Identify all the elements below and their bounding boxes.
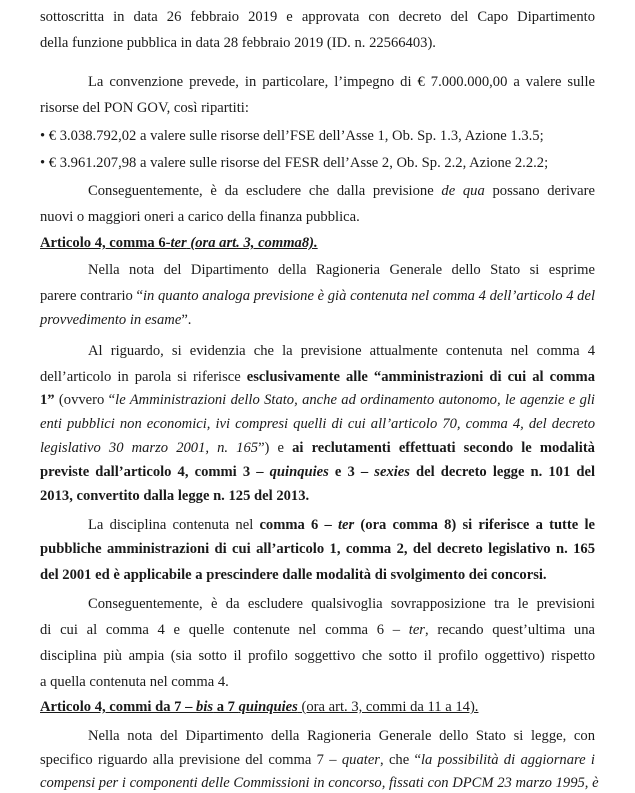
- bullet-item: • € 3.038.792,02 a valere sulle risorse dell’FSE dell’Asse 1, Ob. Sp. 1.3, Azione 1.3.5;: [40, 128, 544, 144]
- text-line: nuovi o maggiori oneri a carico della finanza pubblica.: [40, 209, 360, 225]
- bullet-item: • € 3.961.207,98 a valere sulle risorse del FESR dell’Asse 2, Ob. Sp. 2.2, Azione 2.2.2;: [40, 155, 549, 171]
- text-line: Conseguentemente, è da escludere qualsivoglia sovrapposizione tra le previsioni: [88, 596, 595, 612]
- text-line: del 2001 ed è applicabile a prescindere dalle modalità di svolgimento dei concorsi.: [40, 567, 547, 583]
- section-heading: Articolo 4, comma 6-ter (ora art. 3, comma8).: [40, 235, 318, 251]
- text-line: specifico riguardo alla previsione del comma 7 – quater, che “la possibilità di aggiornare i: [40, 752, 595, 768]
- text-line: di cui al comma 4 e quelle contenute nel comma 6 – ter, recando quest’ultima una: [40, 622, 595, 638]
- text-line: a quella contenuta nel comma 4.: [40, 674, 229, 690]
- text-line: della funzione pubblica in data 28 febbraio 2019 (ID. n. 22566403).: [40, 35, 436, 51]
- text-line: legislativo 30 marzo 2001, n. 165”) e ai reclutamenti effettuati secondo le modalità: [40, 440, 595, 456]
- text-line: Nella nota del Dipartimento della Ragioneria Generale dello Stato si legge, con: [88, 728, 595, 744]
- text-line: risorse del PON GOV, così ripartiti:: [40, 100, 249, 116]
- text-line: provvedimento in esame”.: [40, 312, 192, 328]
- text-line: La convenzione prevede, in particolare, l’impegno di € 7.000.000,00 a valere sulle: [88, 74, 595, 90]
- text-line: 2013, convertito dalla legge n. 125 del 2013.: [40, 488, 310, 504]
- text-line: compensi per i componenti delle Commissioni in concorso, fissati con DPCM 23 marzo 1995, è: [40, 775, 599, 791]
- text-line: Al riguardo, si evidenzia che la previsione attualmente contenuta nel comma 4: [88, 343, 595, 359]
- text-line: La disciplina contenuta nel comma 6 – ter (ora comma 8) si riferisce a tutte le: [88, 517, 595, 533]
- text-line: Conseguentemente, è da escludere che dalla previsione de qua possano derivare: [88, 183, 595, 199]
- text-line: sottoscritta in data 26 febbraio 2019 e approvata con decreto del Capo Dipartimento: [40, 9, 595, 25]
- section-heading: Articolo 4, commi da 7 – bis a 7 quinquies (ora art. 3, commi da 11 a 14).: [40, 699, 479, 715]
- text-line: parere contrario “in quanto analoga previsione è già contenuta nel comma 4 dell’articolo 4 del: [40, 288, 595, 304]
- text-line: previste dall’articolo 4, commi 3 – quinquies e 3 – sexies del decreto legge n. 101 del: [40, 464, 595, 480]
- text-line: enti pubblici non economici, ivi compresi quelli di cui all’articolo 70, comma 4, del decreto: [40, 416, 595, 432]
- text-line: disciplina più ampia (sia sotto il profilo soggettivo che sotto il profilo oggettivo) rispetto: [40, 648, 595, 664]
- text-line: dell’articolo in parola si riferisce esclusivamente alle “amministrazioni di cui al comma: [40, 369, 595, 385]
- text-line: 1” (ovvero “le Amministrazioni dello Stato, anche ad ordinamento autonomo, le agenzie e gli: [40, 392, 595, 408]
- text-line: Nella nota del Dipartimento della Ragioneria Generale dello Stato si esprime: [88, 262, 595, 278]
- text-line: pubbliche amministrazioni di cui all’articolo 1, comma 2, del decreto legislativo n. 165: [40, 541, 595, 557]
